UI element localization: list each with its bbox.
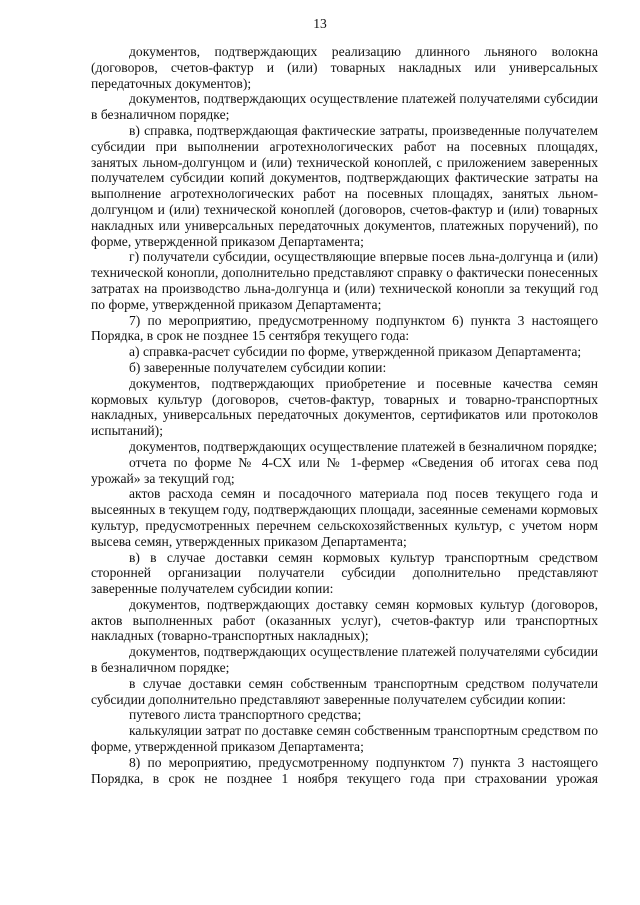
paragraph: а) справка-расчет субсидии по форме, утвержденной приказом Департамента; [129,344,582,360]
paragraph: документов, подтверждающих осуществление платежей в безналичном порядке; [129,438,598,454]
paragraph: документов, подтверждающих реализацию длинного льняного волокна (договоров, счетов-фактур и (или) товарных накладных или универсальных передаточных документов); [91,44,598,91]
paragraph: в) справка, подтверждающая фактические затраты, произведенные получателем субсидии при выполнении агротехнологических работ на посевных площадях, занятых льном-долгунцом и (или) технической коноплей, с приложением заверенных получателем субсидии копий документов, подтверждающих фактические затраты на выполнение агротехнологических работ на посевных площадях, занятых льном-долгунцом и (или) технической коноплей (договоров, счетов-фактур и (или) товарных накладных или универсальных передаточных документов, платежных поручений), по форме, утвержденной приказом Департамента; [91,122,598,249]
paragraph: документов, подтверждающих осуществление платежей получателями субсидии в безналичном порядке; [91,644,598,676]
document-body [91,44,598,786]
paragraph: актов расхода семян и посадочного материала под посев текущего года и высеянных в текущем году, подтверждающих площади, засеянные семенами кормовых культур, предусмотренных перечнем сельскохозяйственных культур, с учетом норм высева семян, утвержденных приказом Департамента; [91,486,598,549]
paragraph: документов, подтверждающих осуществление платежей получателями субсидии в безналичном порядке; [91,91,598,123]
paragraph: 7) по мероприятию, предусмотренному подпунктом 6) пункта 3 настоящего Порядка, в срок не позднее 15 сентября текущего года: [91,312,598,344]
paragraph: 8) по мероприятию, предусмотренному подпунктом 7) пункта 3 настоящего Порядка, в срок не позднее 1 ноября текущего года при страховании урожая [91,754,598,786]
paragraph: г) получатели субсидии, осуществляющие впервые посев льна-долгунца и (или) технической конопли, дополнительно представляют справку о фактически понесенных затратах на производство льна-долгунца и (или) технической конопли за текущий год по форме, утвержденной приказом Департамента; [91,249,598,312]
paragraph: документов, подтверждающих доставку семян кормовых культур (договоров, актов выполненных работ (оказанных услуг), счетов-фактур или транспортных накладных (товарно-транспортных накладных); [91,596,598,644]
paragraph: калькуляции затрат по доставке семян собственным транспортным средством по форме, утвержденной приказом Департамента; [91,723,598,755]
paragraph: в случае доставки семян собственным транспортным средством получатели субсидии дополнительно представляют заверенные получателем субсидии копии: [91,675,598,707]
paragraph: документов, подтверждающих приобретение и посевные качества семян кормовых культур (договоров, счетов-фактур, товарных и товарно-транспортных накладных, универсальных передаточных документов, сертификатов или протоколов испытаний); [91,375,598,439]
paragraph: б) заверенные получателем субсидии копии: [129,359,387,375]
paragraph: путевого листа транспортного средства; [129,707,362,723]
page-number: 13 [313,16,327,31]
paragraph: в) в случае доставки семян кормовых культур транспортным средством сторонней организации получатели субсидии дополнительно представляют заверенные получателем субсидии копии: [91,549,598,597]
paragraph: отчета по форме № 4-СХ или № 1-фермер «Сведения об итогах сева под урожай» за текущий год; [91,454,598,486]
